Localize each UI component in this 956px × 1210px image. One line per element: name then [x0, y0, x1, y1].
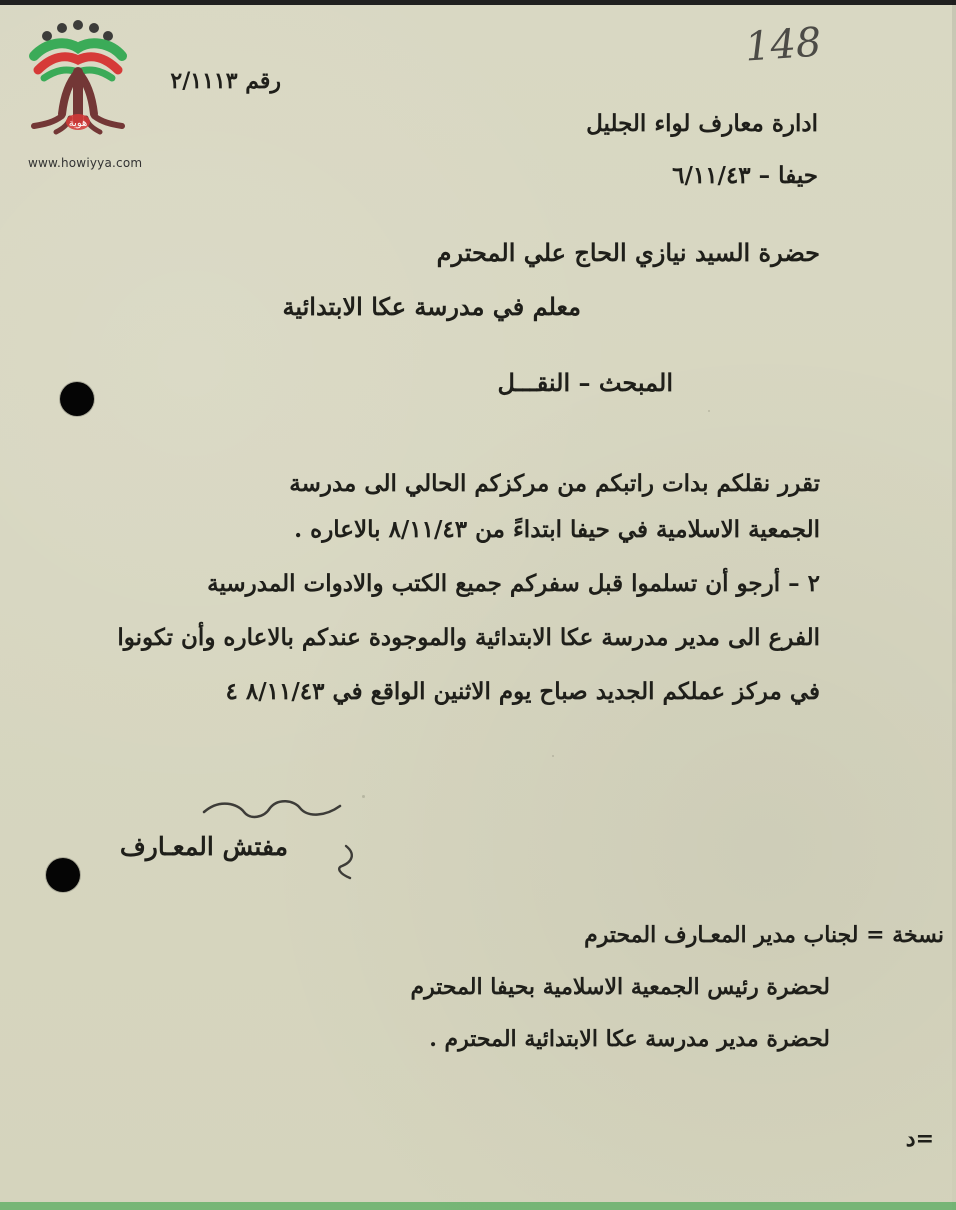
footer-mark: =د [905, 1126, 934, 1152]
body-line-1: تقرر نقلكم بدات راتبكم من مركزكم الحالي الى مدرسة [289, 470, 820, 497]
sender-place-date: حيفا – ٦/١١/٤٣ [672, 162, 818, 189]
recipient-role: معلم في مدرسة عكا الابتدائية [282, 292, 581, 321]
reference-number: رقم ٢/١١١٣ [170, 68, 281, 94]
top-edge-line [0, 0, 956, 5]
subject-line: المبحث – النقـــل [497, 368, 673, 397]
copy-recipient-2: لحضرة رئيس الجمعية الاسلامية بحيفا المحترم [410, 974, 830, 1000]
body-line-5: في مركز عملكم الجديد صباح يوم الاثنين الواقع في ٨/١١/٤٣ ٤ [225, 678, 820, 705]
howiyya-watermark-logo [12, 18, 143, 170]
logo-url-text: www.howiyya.com [28, 156, 143, 170]
handwritten-page-number: 148 [743, 19, 823, 71]
punch-hole [60, 382, 94, 416]
paper-speck [552, 755, 554, 757]
right-edge-shadow [952, 0, 956, 1210]
body-line-4: الفرع الى مدير مدرسة عكا الابتدائية والموجودة عندكم بالاعاره وأن تكونوا [117, 624, 820, 651]
copy-recipient-3: لحضرة مدير مدرسة عكا الابتدائية المحترم . [429, 1026, 830, 1052]
signature-title: مفتش المعـارف [119, 832, 288, 861]
bottom-color-band [0, 1202, 956, 1210]
body-line-3: ٢ – أرجو أن تسلموا قبل سفركم جميع الكتب والادوات المدرسية [207, 570, 820, 597]
paper-speck [708, 410, 710, 412]
logo-brand-text: هوية [68, 118, 88, 129]
punch-hole [46, 858, 80, 892]
body-line-2: الجمعية الاسلامية في حيفا ابتداءً من ٨/١١/٤٣ بالاعاره . [294, 516, 820, 543]
copy-recipient-1: نسخة = لجناب مدير المعـارف المحترم [584, 922, 944, 948]
tree-logo-icon [12, 18, 142, 142]
sender-department: ادارة معارف لواء الجليل [586, 110, 818, 137]
recipient-name: حضرة السيد نيازي الحاج علي المحترم [436, 238, 820, 267]
